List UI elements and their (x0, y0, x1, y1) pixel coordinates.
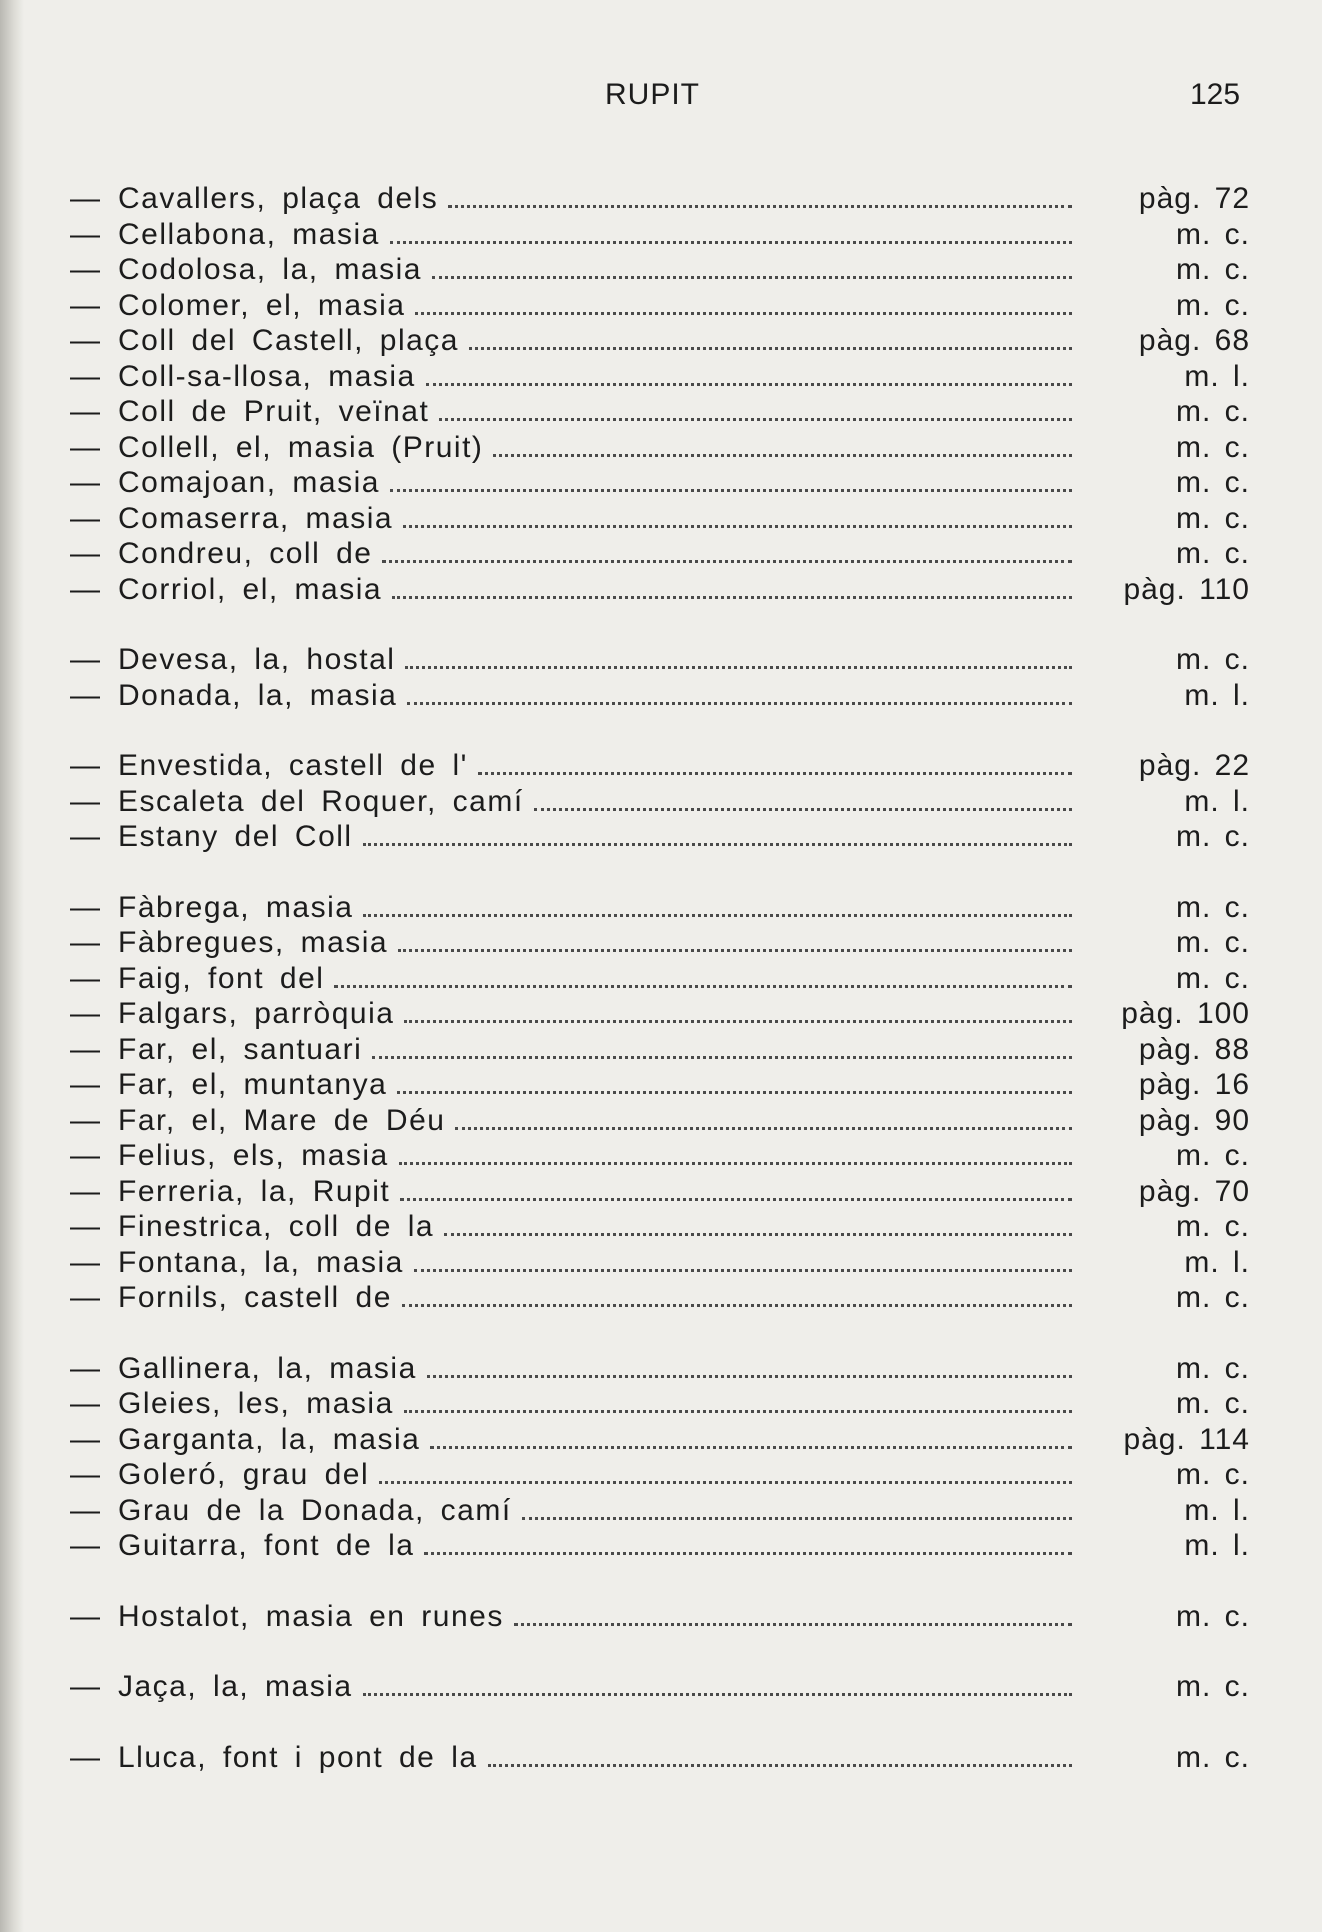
entry-reference: pàg. 90 (1138, 1103, 1250, 1137)
index-entry (70, 820, 1250, 856)
dot-leader (390, 489, 1072, 492)
dot-leader (488, 1764, 1072, 1767)
entry-name: Jaça, la, masia (118, 1670, 353, 1703)
page-number: 125 (1190, 78, 1241, 111)
entry-name: Fornils, castell de (118, 1281, 392, 1314)
index-entry (70, 1033, 1250, 1069)
dot-leader (493, 454, 1072, 457)
entry-name: Coll-sa-llosa, masia (118, 359, 416, 393)
index-entry (70, 395, 1250, 431)
entry-name: Coll de Pruit, veïnat (118, 395, 430, 428)
entry-name: Fàbrega, masia (118, 890, 354, 924)
dot-leader (402, 1304, 1072, 1307)
index-entry (70, 749, 1250, 785)
entry-reference: m. c. (1176, 1387, 1250, 1420)
index-entry (70, 502, 1250, 538)
index-entry (70, 1494, 1250, 1530)
dot-leader (444, 1233, 1072, 1236)
entry-name: Gleies, les, masia (118, 1387, 394, 1420)
page-gutter-shadow (0, 0, 24, 1932)
entry-dash: — (70, 1174, 100, 1208)
dot-leader (478, 772, 1072, 775)
dot-leader (522, 1517, 1072, 1520)
index-entry (70, 1670, 1250, 1706)
index-entry (70, 573, 1250, 609)
entry-reference: m. c. (1176, 288, 1250, 322)
index-entry (70, 1246, 1250, 1282)
index-group (70, 182, 1250, 608)
entry-dash: — (70, 1670, 100, 1703)
entry-reference: m. c. (1176, 961, 1250, 995)
dot-leader (363, 1693, 1072, 1696)
entry-reference: m. l. (1184, 359, 1250, 393)
entry-reference: m. l. (1184, 1245, 1250, 1279)
entry-dash: — (70, 1281, 100, 1314)
index-entry (70, 1281, 1250, 1317)
index-entry (70, 431, 1250, 467)
entry-dash: — (70, 1422, 100, 1456)
entry-reference: m. c. (1176, 466, 1250, 499)
entry-reference: m. c. (1176, 430, 1250, 464)
entry-dash: — (70, 430, 100, 464)
entry-dash: — (70, 749, 100, 782)
index-entry (70, 1600, 1250, 1636)
entry-name: Grau de la Donada, camí (118, 1493, 512, 1527)
dot-leader (439, 418, 1072, 421)
entry-dash: — (70, 217, 100, 251)
dot-leader (414, 1269, 1072, 1272)
entry-name: Corriol, el, masia (118, 572, 383, 606)
index-entry (70, 679, 1250, 715)
dot-leader (363, 843, 1072, 846)
dot-leader (372, 1056, 1072, 1059)
entry-name: Garganta, la, masia (118, 1422, 421, 1456)
index-entry (70, 1387, 1250, 1423)
entry-dash: — (70, 890, 100, 924)
entry-name: Comajoan, masia (118, 466, 380, 499)
entry-reference: m. l. (1184, 784, 1250, 818)
index-entry (70, 1175, 1250, 1211)
index-group (70, 1670, 1250, 1706)
index-entry (70, 926, 1250, 962)
dot-leader (382, 560, 1072, 563)
entry-name: Cavallers, plaça dels (118, 182, 439, 215)
entry-reference: m. c. (1176, 395, 1250, 428)
entry-dash: — (70, 678, 100, 712)
dot-leader (514, 1623, 1072, 1626)
entry-dash: — (70, 537, 100, 570)
entry-reference: m. l. (1184, 1493, 1250, 1527)
dot-leader (379, 1481, 1072, 1484)
entry-name: Falgars, parròquia (118, 997, 395, 1030)
index-entry (70, 253, 1250, 289)
entry-name: Envestida, castell de l' (118, 749, 468, 782)
entry-dash: — (70, 961, 100, 995)
entry-dash: — (70, 359, 100, 393)
dot-leader (405, 666, 1072, 669)
dot-leader (432, 276, 1072, 279)
index-entry (70, 785, 1250, 821)
entry-reference: pàg. 100 (1121, 997, 1250, 1030)
entry-dash: — (70, 784, 100, 818)
index-entry (70, 182, 1250, 218)
entry-reference: pàg. 72 (1138, 182, 1250, 215)
entry-name: Ferreria, la, Rupit (118, 1174, 391, 1208)
entry-dash: — (70, 1493, 100, 1527)
entry-reference: m. c. (1176, 1458, 1250, 1491)
index-entry (70, 1458, 1250, 1494)
dot-leader (469, 347, 1072, 350)
entry-dash: — (70, 926, 100, 959)
dot-leader (390, 241, 1072, 244)
entry-name: Finestrica, coll de la (118, 1210, 435, 1243)
entry-reference: m. c. (1176, 926, 1250, 959)
entry-name: Far, el, muntanya (118, 1068, 388, 1101)
dot-leader (448, 205, 1072, 208)
dot-leader (534, 808, 1072, 811)
entry-dash: — (70, 288, 100, 322)
index-entry (70, 537, 1250, 573)
entry-dash: — (70, 324, 100, 357)
index-entry (70, 1423, 1250, 1459)
index-entry (70, 218, 1250, 254)
dot-leader (426, 383, 1072, 386)
entry-name: Donada, la, masia (118, 678, 398, 712)
entry-name: Goleró, grau del (118, 1458, 370, 1491)
index-entry (70, 1068, 1250, 1104)
entry-reference: pàg. 88 (1138, 1032, 1250, 1066)
index-entry (70, 1352, 1250, 1388)
entry-dash: — (70, 395, 100, 428)
entry-reference: m. c. (1176, 501, 1250, 535)
dot-leader (430, 1446, 1072, 1449)
entry-name: Faig, font del (118, 961, 325, 995)
entry-name: Hostalot, masia en runes (118, 1599, 504, 1633)
index-entry (70, 643, 1250, 679)
entry-name: Lluca, font i pont de la (118, 1740, 478, 1774)
dot-leader (455, 1127, 1072, 1130)
entry-dash: — (70, 1351, 100, 1385)
entry-name: Felius, els, masia (118, 1139, 389, 1172)
entry-reference: m. c. (1176, 1139, 1250, 1172)
entry-name: Fontana, la, masia (118, 1245, 404, 1279)
entry-name: Comaserra, masia (118, 501, 394, 535)
index-group (70, 891, 1250, 1317)
index-group (70, 749, 1250, 856)
index-entry (70, 997, 1250, 1033)
entry-name: Gallinera, la, masia (118, 1351, 417, 1385)
dot-leader (334, 985, 1072, 988)
entry-dash: — (70, 1387, 100, 1420)
entry-dash: — (70, 1068, 100, 1101)
entry-dash: — (70, 997, 100, 1030)
entry-reference: pàg. 110 (1123, 572, 1250, 606)
entry-reference: m. c. (1176, 537, 1250, 570)
entry-reference: m. c. (1176, 643, 1250, 676)
index-entry (70, 1210, 1250, 1246)
index-entry (70, 1139, 1250, 1175)
entry-dash: — (70, 572, 100, 606)
dot-leader (404, 1410, 1072, 1413)
index-entry (70, 962, 1250, 998)
entry-dash: — (70, 1139, 100, 1172)
index-entry (70, 891, 1250, 927)
index-entry (70, 466, 1250, 502)
entry-reference: m. c. (1176, 890, 1250, 924)
entry-name: Devesa, la, hostal (118, 643, 396, 676)
entry-dash: — (70, 643, 100, 676)
dot-leader (424, 1552, 1072, 1555)
entry-dash: — (70, 253, 100, 286)
dot-leader (427, 1375, 1072, 1378)
index-entry (70, 324, 1250, 360)
index-entry (70, 289, 1250, 325)
entry-reference: pàg. 22 (1138, 749, 1250, 782)
entry-name: Fàbregues, masia (118, 926, 389, 959)
entry-reference: pàg. 16 (1138, 1068, 1250, 1101)
entry-reference: pàg. 68 (1138, 324, 1250, 357)
dot-leader (403, 525, 1072, 528)
entry-reference: m. c. (1176, 1351, 1250, 1385)
entry-name: Guitarra, font de la (118, 1529, 415, 1562)
entry-name: Condreu, coll de (118, 537, 373, 570)
entry-dash: — (70, 182, 100, 215)
entry-dash: — (70, 820, 100, 853)
entry-dash: — (70, 1210, 100, 1243)
entry-reference: m. c. (1176, 1281, 1250, 1314)
entry-name: Far, el, Mare de Déu (118, 1103, 446, 1137)
entry-name: Colomer, el, masia (118, 288, 406, 322)
entry-reference: m. c. (1176, 217, 1250, 251)
dot-leader (398, 949, 1072, 952)
entry-reference: m. l. (1184, 1529, 1250, 1562)
entry-dash: — (70, 1740, 100, 1774)
dot-leader (399, 1162, 1072, 1165)
running-title: RUPIT (605, 78, 700, 111)
dot-leader (363, 914, 1072, 917)
entry-reference: pàg. 70 (1138, 1174, 1250, 1208)
entry-dash: — (70, 1032, 100, 1066)
entry-reference: m. c. (1176, 1670, 1250, 1703)
dot-leader (407, 702, 1072, 705)
entry-dash: — (70, 1458, 100, 1491)
entry-reference: pàg. 114 (1123, 1422, 1250, 1456)
entry-reference: m. c. (1176, 820, 1250, 853)
entry-name: Collell, el, masia (Pruit) (118, 430, 484, 464)
index-group (70, 643, 1250, 714)
entry-name: Far, el, santuari (118, 1032, 363, 1066)
index-entry (70, 1104, 1250, 1140)
entry-name: Estany del Coll (118, 820, 353, 853)
entry-reference: m. c. (1176, 1599, 1250, 1633)
entry-dash: — (70, 466, 100, 499)
entry-name: Escaleta del Roquer, camí (118, 784, 524, 818)
dot-leader (415, 312, 1072, 315)
entry-reference: m. c. (1176, 1740, 1250, 1774)
index-entry (70, 1529, 1250, 1565)
entry-name: Codolosa, la, masia (118, 253, 422, 286)
index-group (70, 1741, 1250, 1777)
index-entry (70, 1741, 1250, 1777)
entry-name: Cellabona, masia (118, 217, 380, 251)
dot-leader (404, 1020, 1072, 1023)
entry-name: Coll del Castell, plaça (118, 324, 459, 357)
entry-dash: — (70, 1245, 100, 1279)
entry-dash: — (70, 1529, 100, 1562)
page-header (0, 72, 1322, 116)
entry-reference: m. c. (1176, 1210, 1250, 1243)
index-group (70, 1600, 1250, 1636)
index-entry (70, 360, 1250, 396)
entry-dash: — (70, 1103, 100, 1137)
dot-leader (397, 1091, 1072, 1094)
index-group (70, 1352, 1250, 1565)
entry-dash: — (70, 501, 100, 535)
entry-reference: m. c. (1176, 253, 1250, 286)
dot-leader (392, 596, 1072, 599)
entry-reference: m. l. (1184, 678, 1250, 712)
entry-dash: — (70, 1599, 100, 1633)
place-name-index (70, 182, 1250, 1811)
dot-leader (400, 1198, 1072, 1201)
